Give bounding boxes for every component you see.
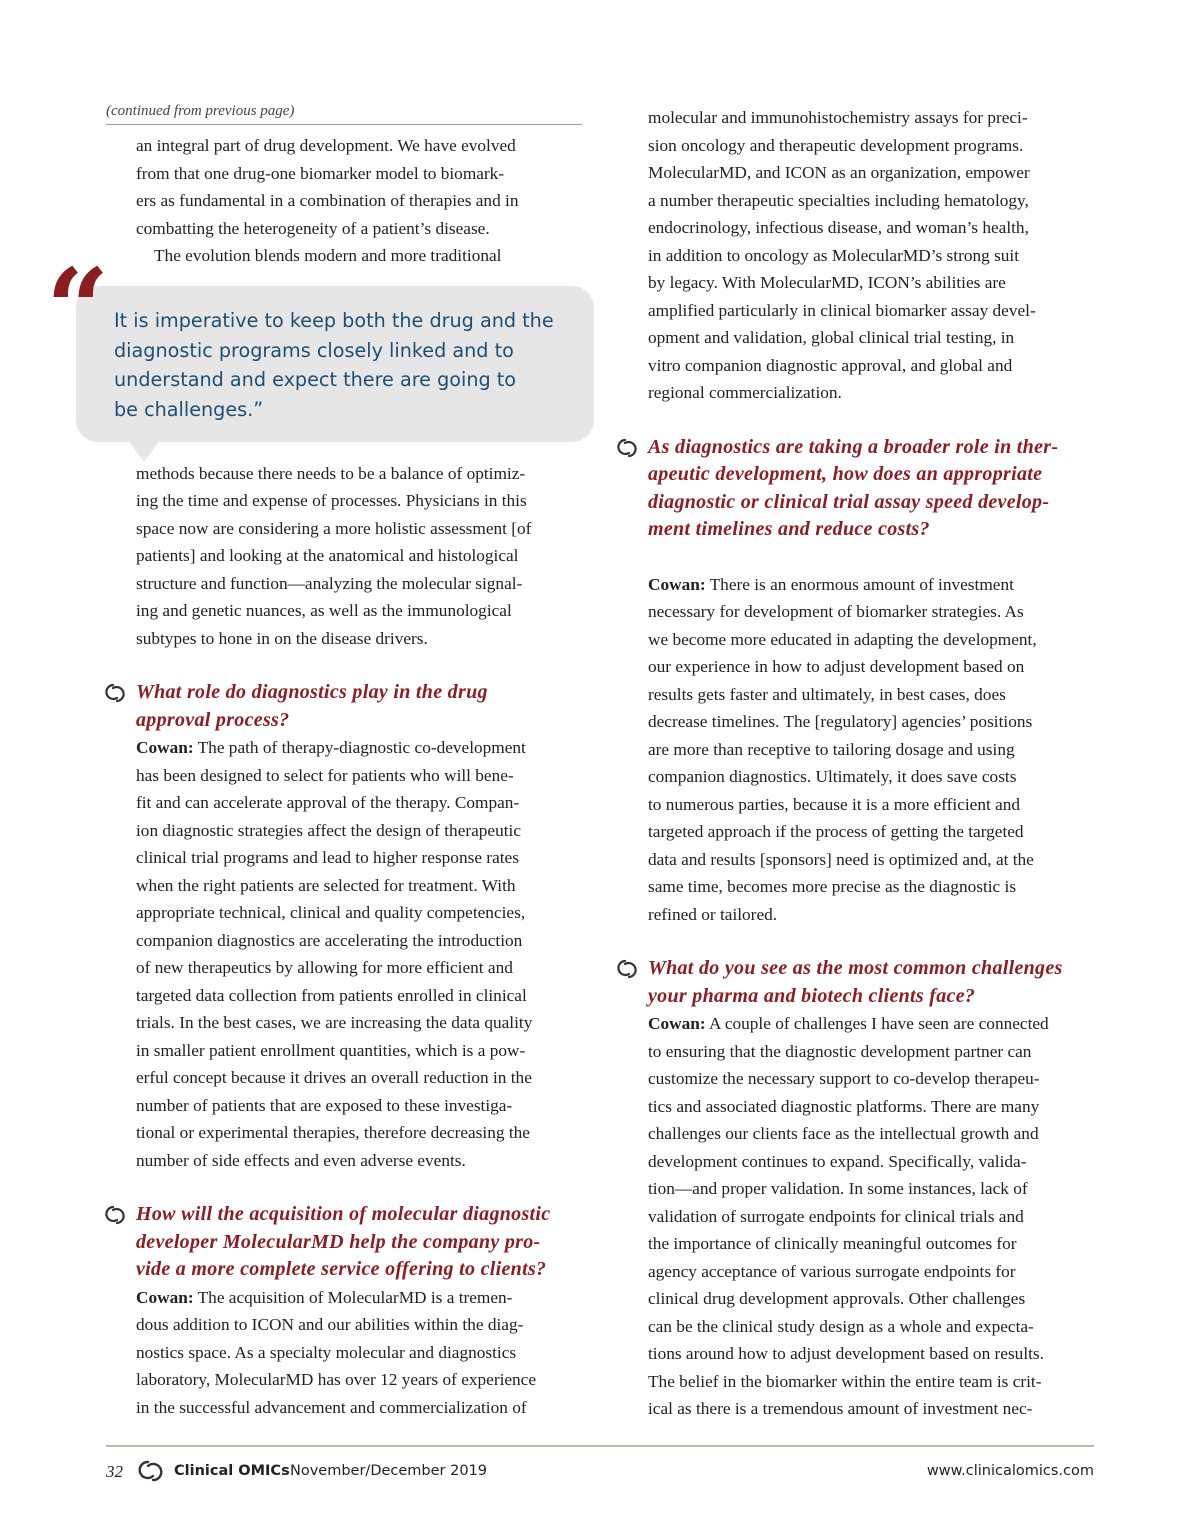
question-assay-speed: As diagnostics are taking a broader role in ther- apeutic development, how does an appropriate diagnostic or clinical trial assay speed develop- ment timelines and reduce costs?: [648, 434, 1094, 544]
footer-rule: [106, 1445, 1094, 1447]
answer-common-challenges: Cowan: A couple of challenges I have seen are connected to ensuring that the diagnostic development partner can customize the necessary support to co-develop therapeu- tics and associated diagnostic platforms. There are many challenges our clients face as the intellectual growth and development continues to expand. Specifically, valida- tion—and proper validation. In some instances, lack of validation of surrogate endpoints for clinical trials and the importance of clinically meaningful outcomes for agency acceptance of various surrogate endpoints for clinical drug development approvals. Other challenges can be the clinical study design as a whole and expecta- tions around how to adjust development based on results. The belief in the biomarker within the entire team is crit- ical as there is a tremendous amount of investment nec-: [648, 1014, 1049, 1418]
speaker-label: Cowan:: [136, 738, 194, 757]
omics-logo-icon: [136, 1458, 166, 1484]
magazine-name: Clinical OMICs: [174, 1463, 290, 1479]
quote-mark-icon: “: [46, 244, 110, 373]
page-number: 32: [106, 1462, 123, 1481]
website-link[interactable]: www.clinicalomics.com: [926, 1463, 1094, 1479]
paragraph-evolution-start: The evolution blends modern and more traditional: [154, 246, 502, 265]
omics-logo-icon: [103, 1203, 127, 1227]
issue-date: November/December 2019: [290, 1463, 488, 1479]
speaker-label: Cowan:: [136, 1287, 194, 1307]
answer-diagnostics-role: Cowan: The path of therapy-diagnostic co-development has been designed to select for patients who will bene- fit and can accelerate approval of the therapy. Compan- ion diagnostic strategies affect the design of therapeutic clinical trial programs and lead to higher response rates when the right patients are selected for treatment. With appropriate technical, clinical and quality competencies, companion diagnostics are accelerating the introduction of new therapeutics by allowing for more efficient and targeted data collection from patients enrolled in clinical trials. In the best cases, we are increasing the data quality in smaller patient enrollment quantities, which is a pow- erful concept because it drives an overall reduction in the number of patients that are exposed to these investiga- tional or experimental therapies, therefore decreasing the number of side effects and even adverse events.: [136, 738, 533, 1170]
answer-assay-speed: Cowan: There is an enormous amount of investment necessary for development of biomarker strategies. As we become more educated in adapting the development, our experience in how to adjust development based on results gets faster and ultimately, in best cases, does decrease timelines. The [regulatory] agencies’ positions are more than receptive to tailoring dosage and using companion diagnostics. Ultimately, it does save costs to numerous parties, because it is a more efficient and targeted approach if the process of getting the targeted data and results [sponsors] need is optimized and, at the same time, becomes more precise as the diagnostic is refined or tailored.: [648, 574, 1037, 924]
speaker-label: Cowan:: [648, 574, 706, 594]
omics-logo-icon: [615, 957, 639, 981]
question-acquisition: How will the acquisition of molecular diagnostic developer MolecularMD help the company pro- vide a more complete service offering to clients?: [136, 1201, 582, 1284]
paragraph-evolution-intro: an integral part of drug development. We have evolved from that one drug-one biomarker model to biomark- ers as fundamental in a combination of therapies and in combatting the heterogeneity of a patient’s disease.: [136, 136, 519, 238]
right-column: [648, 104, 1094, 1423]
paragraph-evolution-rest: methods because there needs to be a balance of optimiz- ing the time and expense of processes. Physicians in this space now are considering a more holistic assessment [of patients] and looking at the anatomical and histological structure and function—analyzing the molecular signal- ing and genetic nuances, as well as the immunological subtypes to hone in on the disease drivers.: [136, 463, 532, 648]
omics-logo-icon: [103, 681, 127, 705]
omics-logo-icon: [615, 436, 639, 460]
speaker-label: Cowan:: [648, 1014, 706, 1033]
continued-note: (continued from previous page): [106, 103, 582, 125]
question-common-challenges: What do you see as the most common challenges your pharma and biotech clients face?: [648, 955, 1094, 1010]
answer-acquisition: Cowan: The acquisition of MolecularMD is a tremen- dous addition to ICON and our abilities within the diag- nostics space. As a specialty molecular and diagnostics laboratory, MolecularMD has over 12 years of experience in the successful advancement and commercialization of: [136, 1287, 537, 1417]
left-column: [136, 132, 582, 1421]
page-footer: [106, 1458, 1094, 1488]
pull-quote-text: It is imperative to keep both the drug and the diagnostic programs closely linked and to understand and expect there are going to be challenges.”: [114, 309, 554, 421]
question-diagnostics-role: What role do diagnostics play in the drug approval process?: [136, 679, 582, 734]
pull-quote-gap: [136, 270, 582, 460]
answer-acquisition-continued: molecular and immunohistochemistry assays for preci- sion oncology and therapeutic development programs. MolecularMD, and ICON as an organization, empower a number therapeutic specialties including hematology, endocrinology, infectious disease, and woman’s health, in addition to oncology as MolecularMD’s strong suit by legacy. With MolecularMD, ICON’s abilities are amplified particularly in clinical biomarker assay devel- opment and validation, global clinical trial testing, in vitro companion diagnostic approval, and global and regional commercialization.: [648, 108, 1036, 402]
